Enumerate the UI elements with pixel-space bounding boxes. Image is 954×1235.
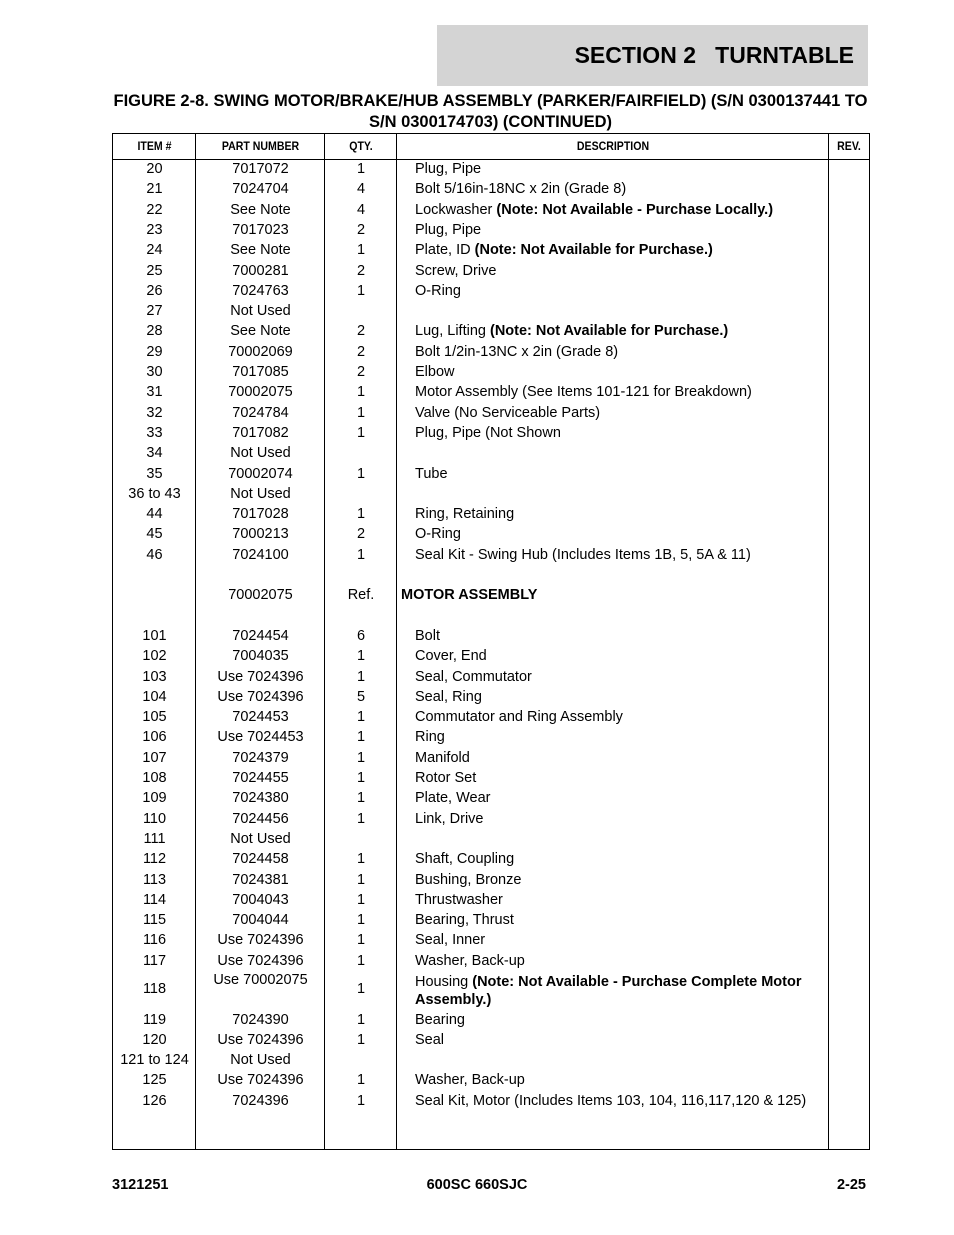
part-number: 7000281	[232, 262, 289, 279]
item-number: 34	[146, 445, 163, 462]
part-number: 7024100	[232, 546, 289, 563]
item-number: 116	[142, 932, 167, 949]
part-number: Use 7024396	[217, 688, 304, 705]
item-number: 115	[142, 912, 167, 929]
item-number: 110	[142, 810, 167, 827]
item-number: 31	[146, 384, 163, 401]
footer-page-number: 2-25	[836, 1177, 866, 1193]
description-text: O-Ring	[415, 282, 461, 299]
item-number: 35	[146, 465, 163, 482]
description	[415, 953, 825, 969]
item-number: 114	[142, 891, 167, 908]
quantity: 1	[356, 424, 366, 441]
quantity: 1	[356, 465, 366, 482]
description-text: Thrustwasher	[415, 891, 503, 908]
item-number: 119	[142, 1011, 167, 1028]
description	[415, 283, 825, 299]
description	[415, 872, 825, 888]
quantity: Ref.	[347, 587, 375, 604]
quantity: 1	[356, 749, 366, 766]
description	[415, 628, 825, 644]
item-number: 23	[146, 221, 163, 238]
part-number: Not Used	[230, 485, 291, 502]
description-text: Plug, Pipe (Not Shown	[415, 424, 561, 441]
part-number: 7024763	[232, 282, 289, 299]
description-text: Seal Kit - Swing Hub (Includes Items 1B, 5, 5A & 11)	[415, 546, 751, 563]
description	[415, 344, 825, 360]
part-number: 70002075	[228, 587, 293, 604]
quantity: 2	[356, 262, 366, 279]
description-text: Bolt 5/16in-18NC x 2in (Grade 8)	[415, 181, 627, 198]
description-text: Cover, End	[415, 648, 487, 665]
item-number: 104	[142, 688, 167, 705]
figure-title: FIGURE 2-8. SWING MOTOR/BRAKE/HUB ASSEMBLY (PARKER/FAIRFIELD) (S/N 0300137441 TO S/N 0300174703) (CONTINUED)	[113, 92, 868, 131]
description-text: Seal, Ring	[415, 688, 482, 705]
quantity: 1	[356, 546, 366, 563]
description	[415, 669, 825, 685]
quantity: 1	[356, 1031, 366, 1048]
item-number: 105	[142, 709, 167, 726]
part-number: 70002075	[228, 384, 293, 401]
item-number: 20	[146, 161, 163, 177]
part-number: 7024458	[232, 851, 289, 868]
description-text: Plate, ID	[415, 242, 471, 259]
part-number: 7024454	[232, 627, 289, 644]
description	[415, 364, 825, 380]
part-number: 70002069	[228, 343, 293, 360]
quantity: 1	[356, 1072, 366, 1089]
description-text: Bearing, Thrust	[415, 912, 514, 929]
header-description: DESCRIPTION	[576, 139, 650, 153]
item-number: 111	[143, 830, 166, 847]
item-number: 32	[146, 404, 163, 421]
item-number: 125	[142, 1072, 167, 1089]
footer-model: 600SC 660SJC	[426, 1177, 528, 1193]
description-note: (Note: Not Available for Purchase.)	[474, 242, 713, 259]
quantity: 1	[356, 242, 366, 259]
part-number: Use 7024453	[217, 729, 304, 746]
description	[415, 729, 825, 745]
item-number: 106	[142, 729, 167, 746]
description	[415, 1093, 825, 1109]
part-number: 7024379	[232, 749, 289, 766]
description-text: Bushing, Bronze	[415, 871, 522, 888]
part-number: Use 7024396	[217, 932, 304, 949]
part-number: See Note	[230, 242, 291, 259]
part-number: 7004035	[232, 648, 289, 665]
description-text: Bolt	[415, 627, 440, 644]
item-number: 102	[142, 648, 167, 665]
part-number: 7017028	[232, 506, 289, 523]
quantity: 1	[356, 790, 366, 807]
quantity: 5	[356, 688, 366, 705]
description-note: (Note: Not Available for Purchase.)	[489, 323, 729, 340]
item-number: 46	[146, 546, 163, 563]
item-number: 108	[142, 770, 167, 786]
description-text: Link, Drive	[415, 810, 484, 827]
item-number: 45	[146, 526, 163, 543]
description-text: Bolt 1/2in-13NC x 2in (Grade 8)	[415, 343, 619, 360]
quantity: 2	[356, 323, 366, 340]
description-text: Plate, Wear	[415, 790, 491, 807]
description-text: Seal, Commutator	[415, 668, 532, 685]
quantity: 1	[356, 1011, 366, 1028]
description-text: O-Ring	[415, 526, 461, 543]
quantity: 1	[356, 871, 366, 888]
description	[415, 709, 825, 725]
quantity: 1	[356, 384, 366, 401]
part-number: 7017023	[232, 221, 289, 238]
description	[415, 1032, 825, 1048]
description	[415, 1012, 825, 1028]
description-text: Rotor Set	[415, 770, 477, 786]
quantity: 1	[356, 668, 366, 685]
description-text: Valve (No Serviceable Parts)	[415, 404, 601, 421]
description	[415, 506, 825, 522]
description-text: Commutator and Ring Assembly	[415, 709, 623, 726]
quantity: 1	[356, 709, 366, 726]
item-number: 28	[146, 323, 163, 340]
quantity: 2	[356, 221, 366, 238]
description-text: Lug, Lifting	[415, 323, 486, 340]
description-text: Lockwasher	[415, 201, 493, 218]
header-item: ITEM #	[137, 139, 172, 153]
quantity: 1	[356, 506, 366, 523]
part-number: 7004043	[232, 891, 289, 908]
part-number: See Note	[230, 201, 291, 218]
description	[415, 526, 825, 542]
item-number: 103	[142, 668, 167, 685]
description-note: (Note: Not Available - Purchase Complete Motor Assembly.)	[415, 974, 802, 1008]
description	[415, 648, 825, 664]
item-number: 27	[146, 303, 163, 320]
part-number: Use 7024396	[217, 1031, 304, 1048]
part-number: Use 7024396	[217, 668, 304, 685]
footer-document-number: 3121251	[112, 1177, 169, 1193]
description-text: Shaft, Coupling	[415, 851, 515, 868]
description-text: Ring	[415, 729, 445, 746]
item-number: 36 to 43	[128, 485, 181, 502]
description-text: Screw, Drive	[415, 262, 497, 279]
part-number: 7024380	[232, 790, 289, 807]
item-number: 109	[142, 790, 167, 807]
part-number: 7000213	[232, 526, 289, 543]
item-number: 29	[146, 343, 163, 360]
part-number: 7024784	[232, 404, 289, 421]
header-part-number: PART NUMBER	[221, 139, 300, 153]
item-number: 33	[146, 424, 163, 441]
item-number: 118	[142, 981, 167, 997]
quantity: 1	[356, 851, 366, 868]
item-number: 126	[142, 1092, 167, 1109]
quantity: 1	[356, 891, 366, 908]
item-number: 117	[142, 952, 167, 969]
part-number: 7017085	[232, 364, 289, 380]
description-text: Washer, Back-up	[415, 1072, 525, 1089]
header-divider	[113, 159, 869, 160]
item-number: 112	[142, 851, 167, 868]
item-number: 101	[142, 627, 167, 644]
part-number: 7017082	[232, 424, 289, 441]
description-text: Tube	[415, 465, 448, 482]
part-number: Use 70002075	[213, 972, 308, 988]
item-number: 113	[142, 871, 167, 888]
quantity: 4	[356, 201, 366, 218]
parts-table	[112, 133, 870, 1150]
description	[415, 932, 825, 948]
part-number: 7004044	[232, 912, 289, 929]
quantity: 4	[356, 181, 366, 198]
part-number: 7024453	[232, 709, 289, 726]
description	[415, 547, 825, 563]
quantity: 1	[356, 912, 366, 929]
description	[415, 790, 825, 806]
description	[415, 384, 825, 400]
description-text: Elbow	[415, 364, 455, 380]
quantity: 1	[356, 952, 366, 969]
part-number: 70002074	[228, 465, 293, 482]
quantity: 6	[356, 627, 366, 644]
quantity: 1	[356, 1092, 366, 1109]
part-number: 7024455	[232, 770, 289, 786]
description	[415, 242, 825, 258]
description-text: Ring, Retaining	[415, 506, 515, 523]
item-number: 30	[146, 364, 163, 380]
quantity: 1	[356, 282, 366, 299]
part-number: Not Used	[230, 1052, 291, 1069]
description	[415, 892, 825, 908]
description-text: Bearing	[415, 1011, 465, 1028]
part-number: Use 7024396	[217, 952, 304, 969]
quantity: 2	[356, 364, 366, 380]
quantity: 1	[356, 770, 366, 786]
description	[415, 689, 825, 705]
description-text: Seal Kit, Motor (Includes Items 103, 104, 116,117,120 & 125)	[415, 1092, 807, 1109]
description-text: Seal, Inner	[415, 932, 486, 949]
description	[415, 323, 825, 339]
column-divider	[828, 134, 829, 1149]
item-number: 120	[142, 1031, 167, 1048]
header-rev: REV.	[837, 139, 861, 153]
description-text: Manifold	[415, 749, 470, 766]
description-text: Motor Assembly (See Items 101-121 for Breakdown)	[415, 384, 752, 401]
description	[415, 222, 825, 238]
description-text: Housing	[415, 974, 469, 990]
part-number: Not Used	[230, 303, 291, 320]
quantity: 2	[356, 526, 366, 543]
part-number: 7024456	[232, 810, 289, 827]
description-text: MOTOR ASSEMBLY	[401, 587, 538, 604]
part-number: 7024704	[232, 181, 289, 198]
description	[401, 587, 811, 603]
quantity: 2	[356, 343, 366, 360]
item-number: 121 to 124	[120, 1052, 189, 1069]
description	[415, 851, 825, 867]
part-number: See Note	[230, 323, 291, 340]
part-number: Use 7024396	[217, 1072, 304, 1089]
description-text: Seal	[415, 1031, 445, 1048]
part-number: 7024390	[232, 1011, 289, 1028]
description-note: (Note: Not Available - Purchase Locally.)	[496, 201, 774, 218]
description	[415, 202, 825, 218]
description	[415, 973, 825, 1009]
item-number: 25	[146, 262, 163, 279]
description-text: Plug, Pipe	[415, 161, 482, 177]
description	[415, 912, 825, 928]
description	[415, 811, 825, 827]
description-text: Washer, Back-up	[415, 952, 525, 969]
part-number: Not Used	[230, 445, 291, 462]
item-number: 24	[146, 242, 163, 259]
description	[415, 750, 825, 766]
item-number: 22	[146, 201, 163, 218]
item-number: 107	[142, 749, 167, 766]
item-number: 21	[146, 181, 163, 198]
description	[415, 263, 825, 279]
quantity: 1	[356, 932, 366, 949]
part-number: 7024396	[232, 1092, 289, 1109]
description	[415, 466, 825, 482]
quantity: 1	[356, 161, 366, 177]
quantity: 1	[356, 404, 366, 421]
quantity: 1	[356, 981, 366, 997]
section-title: SECTION 2 TURNTABLE	[574, 42, 854, 68]
quantity: 1	[356, 648, 366, 665]
item-number: 26	[146, 282, 163, 299]
quantity: 1	[356, 729, 366, 746]
description	[415, 405, 825, 421]
description-text: Plug, Pipe	[415, 221, 482, 238]
quantity: 1	[356, 810, 366, 827]
part-number: Not Used	[230, 830, 291, 847]
part-number: 7017072	[232, 161, 289, 177]
description	[415, 181, 825, 197]
description	[415, 425, 825, 441]
description	[415, 161, 825, 177]
item-number: 44	[146, 506, 163, 523]
description	[415, 1072, 825, 1088]
section-banner	[437, 25, 868, 86]
description	[415, 770, 825, 786]
header-qty: QTY.	[349, 139, 373, 153]
part-number: 7024381	[232, 871, 289, 888]
